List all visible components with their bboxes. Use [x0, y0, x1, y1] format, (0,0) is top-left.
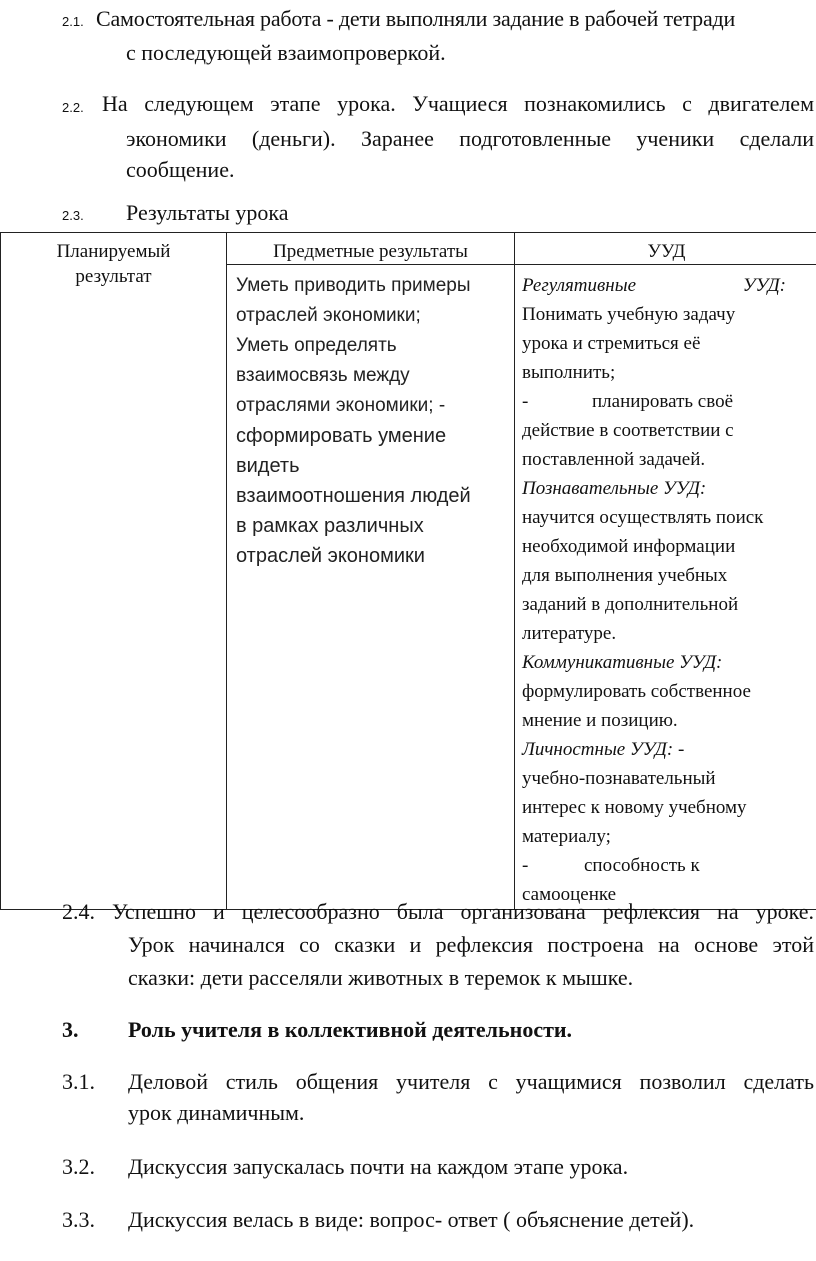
- paragraph-line: сообщение.: [126, 157, 235, 182]
- paragraph-text: Дискуссия запускалась почти на каждом этапе урока.: [128, 1154, 629, 1179]
- paragraph-2-4: [62, 895, 814, 994]
- label-part: Регулятивные: [522, 275, 636, 296]
- paragraph-line: Урок начинался со сказки и рефлексия построена на основе этой: [128, 932, 814, 957]
- paragraph-2-1: [62, 3, 814, 68]
- paragraph-3-3: [62, 1204, 694, 1235]
- paragraph-2-2: [62, 88, 814, 185]
- paragraph-line: урок динамичным.: [128, 1100, 305, 1125]
- paragraph-line: 2.4. Успешно и целесообразно была организована рефлексия на уроке.: [62, 899, 814, 924]
- cognitive-uud-label: Познавательные УУД:: [522, 478, 707, 499]
- cell-line: Уметь определять: [236, 335, 397, 356]
- paragraph-line: экономики (деньги). Заранее подготовленные ученики сделали: [126, 126, 814, 151]
- paragraph-line: сказки: дети расселяли животных в теремок к мышке.: [128, 965, 634, 990]
- paragraph-number: 3.2.: [62, 1154, 95, 1179]
- cell-line: мнение и позицию.: [522, 710, 678, 731]
- section-title: Результаты урока: [126, 200, 289, 225]
- subject-results-header: Предметные результаты: [227, 233, 515, 265]
- cell-line: выполнить;: [522, 362, 616, 383]
- cell-line: действие в соответствии с: [522, 420, 734, 441]
- cell-line: научится осуществлять поиск: [522, 507, 764, 528]
- cell-line: в рамках различных: [236, 515, 424, 537]
- regulatory-uud-label: [522, 271, 816, 300]
- paragraph-number: 2.2.: [62, 100, 84, 115]
- cell-line: Уметь приводить примеры: [236, 275, 471, 296]
- cell-line: отраслей экономики;: [236, 305, 421, 326]
- cell-line: поставленной задачей.: [522, 449, 706, 470]
- personal-uud-label: [522, 735, 816, 764]
- subject-results-cell: [227, 265, 515, 910]
- paragraph-number: 2.1.: [62, 14, 84, 29]
- paragraph-line: с последующей взаимопроверкой.: [126, 40, 446, 65]
- paragraph-3-2: [62, 1151, 628, 1182]
- paragraph-text: Дискуссия велась в виде: вопрос- ответ ( объяснение детей).: [128, 1207, 695, 1232]
- cell-line: взаимоотношения людей: [236, 485, 471, 507]
- results-table: [0, 232, 816, 910]
- cell-line: заданий в дополнительной: [522, 594, 739, 615]
- paragraph-number: 2.3.: [62, 208, 84, 223]
- cell-line: отраслей экономики: [236, 545, 425, 567]
- uud-cell: [515, 265, 816, 910]
- cell-line: необходимой информации: [522, 536, 736, 557]
- cell-line: интерес к новому учебному: [522, 797, 747, 818]
- paragraph-number: 3.1.: [62, 1069, 95, 1094]
- paragraph-2-3: [62, 197, 289, 231]
- label-part: -: [673, 739, 685, 760]
- section-3-heading: [62, 1014, 572, 1045]
- cell-line: самооценке: [522, 884, 617, 905]
- cell-line: материалу;: [522, 826, 611, 847]
- paragraph-line: Деловой стиль общения учителя с учащимися позволил сделать: [128, 1069, 814, 1094]
- dash-item: [522, 387, 816, 416]
- cell-line: литературе.: [522, 623, 617, 644]
- planned-result-header: [1, 233, 227, 910]
- cell-line: для выполнения учебных: [522, 565, 728, 586]
- header-line: Планируемый: [56, 241, 171, 262]
- section-number: 3.: [62, 1017, 79, 1042]
- paragraph-line: Самостоятельная работа - дети выполняли задание в рабочей тетради: [96, 6, 736, 31]
- paragraph-3-1: [62, 1066, 814, 1128]
- paragraph-number: 3.3.: [62, 1207, 95, 1232]
- cell-line: сформировать умение: [236, 425, 447, 447]
- cell-line: взаимосвязь между: [236, 365, 410, 386]
- cell-line: учебно-познавательный: [522, 768, 716, 789]
- dash: -: [522, 855, 529, 876]
- cell-line: отраслями экономики; -: [236, 395, 446, 416]
- dash-item: [522, 851, 816, 880]
- paragraph-line: На следующем этапе урока. Учащиеся познакомились с двигателем: [102, 91, 814, 116]
- communicative-uud-label: Коммуникативные УУД:: [522, 652, 723, 673]
- label-part: Личностные УУД:: [522, 739, 674, 760]
- cell-line: урока и стремиться её: [522, 333, 701, 354]
- cell-line: Понимать учебную задачу: [522, 304, 736, 325]
- dash: -: [522, 391, 529, 412]
- dash-text: планировать своё: [592, 391, 734, 412]
- label-part: УУД:: [742, 275, 786, 296]
- dash-text: способность к: [584, 855, 700, 876]
- cell-line: видеть: [236, 455, 300, 477]
- cell-line: формулировать собственное: [522, 681, 751, 702]
- uud-header: УУД: [515, 233, 816, 265]
- header-line: результат: [75, 266, 152, 287]
- section-title: Роль учителя в коллективной деятельности.: [128, 1017, 573, 1042]
